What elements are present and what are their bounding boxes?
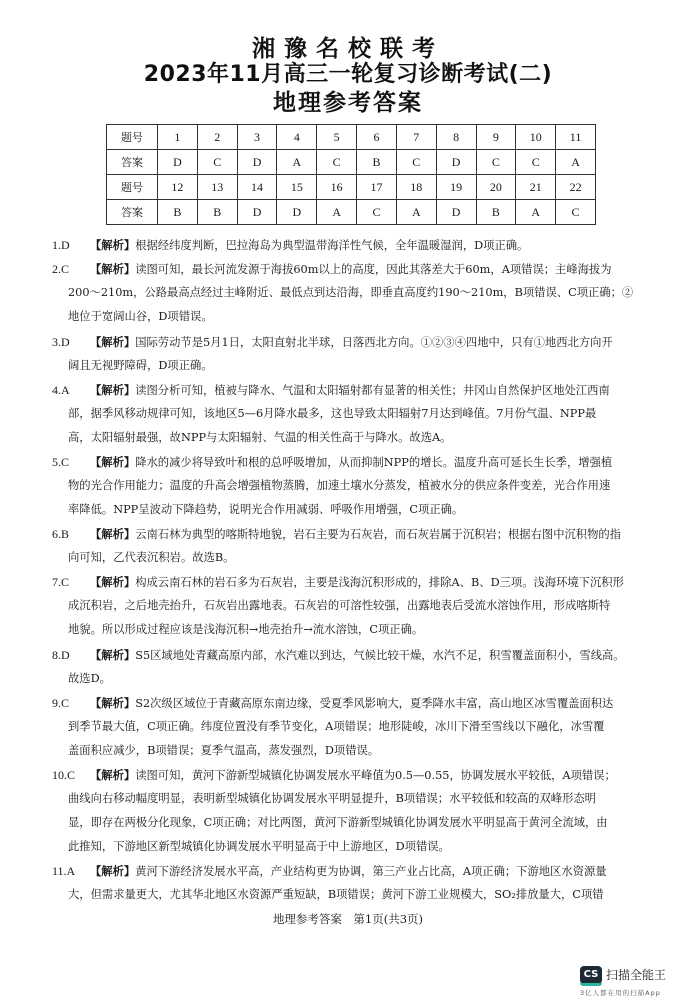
analysis-item <box>0 763 696 859</box>
analysis-line <box>0 330 696 354</box>
analysis-line <box>0 354 696 378</box>
question-number-cell: 18 <box>396 175 436 200</box>
analysis-text: 率降低。NPP呈波动下降趋势，说明光合作用减弱、呼吸作用增强，C项正确。 <box>68 503 464 516</box>
analysis-text: 曲线向右移动幅度明显，表明新型城镇化协调发展水平明显提升，B项错误；水平较低和较高的双峰形态明 <box>68 792 596 805</box>
answer-row <box>107 150 596 175</box>
question-number-cell: 3 <box>237 125 277 150</box>
analysis-line <box>0 257 696 281</box>
analysis-line <box>0 787 696 811</box>
question-answer-label: 4.A <box>52 383 70 397</box>
analysis-line <box>0 450 696 474</box>
page-footer: 地理参考答案 第1页(共3页) <box>272 912 424 926</box>
answer-cell: C <box>357 200 397 225</box>
question-number-cell: 4 <box>277 125 317 150</box>
question-answer-label: 8.D <box>52 648 70 662</box>
analysis-item <box>0 522 696 570</box>
analysis-line <box>0 522 696 546</box>
analysis-text: 地貌。所以形成过程应该是浅海沉积→地壳抬升→流水溶蚀，C项正确。 <box>68 623 424 636</box>
analysis-text: 阔且无视野障碍，D项正确。 <box>68 359 213 372</box>
answer-cell: C <box>317 150 357 175</box>
answer-cell: D <box>436 200 476 225</box>
analysis-item <box>0 691 696 763</box>
analysis-text: 构成云南石林的岩石多为石灰岩，主要是浅海沉积形成的，排除A、B、D三项。浅海环境下沉积形 <box>135 576 624 589</box>
analysis-text: 降水的减少将导致叶和根的总呼吸增加，从而抑制NPP的增长。温度升高可延长生长季，增强植 <box>135 456 613 469</box>
analysis-item <box>0 330 696 378</box>
watermark-app-name: 扫描全能王 <box>606 968 667 982</box>
analysis-line <box>0 859 696 883</box>
analysis-line <box>0 883 696 907</box>
analysis-line <box>0 835 696 859</box>
answer-cell: D <box>237 150 277 175</box>
analysis-text: S5区域地处青藏高原内部，水汽难以到达，气候比较干燥，水汽不足，积雪覆盖面积小，雪线高。 <box>135 649 625 662</box>
analysis-text: 国际劳动节是5月1日，太阳直射北半球，日落西北方向。①②③④四地中，只有①地西北方向开 <box>135 336 613 349</box>
answer-cell: C <box>556 200 596 225</box>
analysis-text: 根据经纬度判断，巴拉海岛为典型温带海洋性气候，全年温暖湿润，D项正确。 <box>135 239 529 252</box>
analysis-line <box>0 643 696 667</box>
question-answer-label: 11.A <box>52 864 76 878</box>
analysis-line <box>0 546 696 570</box>
question-number-cell: 12 <box>158 175 198 200</box>
question-number-cell: 19 <box>436 175 476 200</box>
analysis-line <box>0 739 696 763</box>
answer-cell: D <box>237 200 277 225</box>
question-number-cell: 17 <box>357 175 397 200</box>
analysis-text: 读图可知，黄河下游新型城镇化协调发展水平峰值为0.5—0.55，协调发展水平较低，A项错误； <box>135 769 616 782</box>
analysis-line <box>0 474 696 498</box>
analysis-tag: 【解析】 <box>90 576 136 589</box>
answer-cell: C <box>197 150 237 175</box>
question-number-cell: 8 <box>436 125 476 150</box>
analysis-line <box>0 305 696 329</box>
analysis-line <box>0 426 696 450</box>
answer-table <box>106 124 596 225</box>
question-number-cell: 6 <box>357 125 397 150</box>
question-number-row <box>107 125 596 150</box>
analysis-line <box>0 594 696 618</box>
question-number-cell: 1 <box>158 125 198 150</box>
analysis-text: 显，即存在两极分化现象，C项正确；对比两图，黄河下游新型城镇化协调发展水平明显高于黄河全流域，由 <box>68 816 608 829</box>
analysis-tag: 【解析】 <box>90 649 136 662</box>
row-label: 答案 <box>107 200 158 225</box>
question-answer-label: 7.C <box>52 575 70 589</box>
analysis-line <box>0 691 696 715</box>
analysis-item <box>0 233 696 257</box>
answer-cell: A <box>556 150 596 175</box>
answer-cell: A <box>396 200 436 225</box>
question-number-cell: 15 <box>277 175 317 200</box>
answer-cell: B <box>357 150 397 175</box>
analysis-item <box>0 257 696 329</box>
question-answer-label: 6.B <box>52 527 70 541</box>
analysis-tag: 【解析】 <box>90 865 136 878</box>
question-number-cell: 16 <box>317 175 357 200</box>
analysis-item <box>0 643 696 691</box>
document-title: 地理参考答案 <box>273 90 423 116</box>
analysis-text: 200～210m，公路最高点经过主峰附近、最低点到达沿海，即垂直高度约190～210m，B项错误、C项正确；② <box>68 286 634 299</box>
answer-cell: A <box>277 150 317 175</box>
analysis-text: 地位于宽阔山谷，D项错误。 <box>68 310 213 323</box>
question-answer-label: 10.C <box>52 768 76 782</box>
analysis-tag: 【解析】 <box>90 456 136 469</box>
analysis-line <box>0 618 696 642</box>
analysis-text: S2次级区域位于青藏高原东南边缘，受夏季风影响大，夏季降水丰富，高山地区冰雪覆盖面积达 <box>135 697 614 710</box>
analysis-line <box>0 402 696 426</box>
question-number-cell: 5 <box>317 125 357 150</box>
analysis-text: 物的光合作用能力；温度的升高会增强植物蒸腾，加速土壤水分蒸发，植被水分的供应条件变差，光合作用速 <box>68 479 611 492</box>
analysis-text: 向可知，乙代表沉积岩。故选B。 <box>68 551 235 564</box>
analysis-text: 盖面积应减少，B项错误；夏季气温高，蒸发强烈，D项错误。 <box>68 744 380 757</box>
analysis-text: 成沉积岩，之后地壳抬升，石灰岩出露地表。石灰岩的可溶性较强，出露地表后受流水溶蚀作用，形成喀斯特 <box>68 599 611 612</box>
analysis-tag: 【解析】 <box>90 336 136 349</box>
analysis-item <box>0 450 696 522</box>
question-number-cell: 10 <box>516 125 556 150</box>
analysis-text: 故选D。 <box>68 672 111 685</box>
analysis-line <box>0 233 696 257</box>
question-number-cell: 2 <box>197 125 237 150</box>
row-label: 题号 <box>107 125 158 150</box>
question-answer-label: 9.C <box>52 696 70 710</box>
question-number-cell: 21 <box>516 175 556 200</box>
question-number-row <box>107 175 596 200</box>
exam-org-title: 湘豫名校联考 <box>252 36 444 62</box>
analysis-item <box>0 378 696 450</box>
answer-cell: D <box>436 150 476 175</box>
question-number-cell: 22 <box>556 175 596 200</box>
answer-cell: D <box>158 150 198 175</box>
analysis-line <box>0 667 696 691</box>
answer-cell: C <box>516 150 556 175</box>
answer-cell: B <box>158 200 198 225</box>
answer-cell: A <box>317 200 357 225</box>
exam-name-title: 2023年11月高三一轮复习诊断考试(二) <box>143 62 553 87</box>
camscanner-logo-icon: CS <box>580 966 602 984</box>
analysis-text: 此推知，下游地区新型城镇化协调发展水平明显高于中上游地区，D项错误。 <box>68 840 450 853</box>
analysis-line <box>0 570 696 594</box>
question-number-cell: 13 <box>197 175 237 200</box>
analysis-tag: 【解析】 <box>90 384 136 397</box>
analysis-item <box>0 570 696 642</box>
answer-cell: B <box>197 200 237 225</box>
analysis-text: 部，据季风移动规律可知，该地区5—6月降水最多，这也导致太阳辐射7月达到峰值。7月份气温、NPP最 <box>68 407 597 420</box>
question-number-cell: 11 <box>556 125 596 150</box>
analysis-text: 大，但需求量更大，尤其华北地区水资源严重短缺，B项错误；黄河下游工业规模大，SO₂排放量大，C项错 <box>68 888 604 901</box>
answer-cell: A <box>516 200 556 225</box>
answer-row <box>107 200 596 225</box>
analysis-line <box>0 378 696 402</box>
question-answer-label: 3.D <box>52 335 70 349</box>
answer-cell: D <box>277 200 317 225</box>
answer-cell: C <box>396 150 436 175</box>
analysis-text: 高，太阳辐射最强，故NPP与太阳辐射、气温的相关性高于与降水。故选A。 <box>68 431 452 444</box>
row-label: 题号 <box>107 175 158 200</box>
analysis-tag: 【解析】 <box>90 769 136 782</box>
analysis-text: 读图分析可知，植被与降水、气温和太阳辐射都有显著的相关性；井冈山自然保护区地处江西南 <box>135 384 610 397</box>
question-number-cell: 9 <box>476 125 516 150</box>
analysis-line <box>0 715 696 739</box>
scanner-watermark <box>580 966 690 1002</box>
analysis-tag: 【解析】 <box>90 263 136 276</box>
question-number-cell: 7 <box>396 125 436 150</box>
answer-cell: B <box>476 200 516 225</box>
question-number-cell: 14 <box>237 175 277 200</box>
question-number-cell: 20 <box>476 175 516 200</box>
analysis-text: 黄河下游经济发展水平高，产业结构更为协调，第三产业占比高，A项正确；下游地区水资源量 <box>135 865 607 878</box>
question-answer-label: 5.C <box>52 455 70 469</box>
answer-cell: C <box>476 150 516 175</box>
analysis-line <box>0 281 696 305</box>
row-label: 答案 <box>107 150 158 175</box>
analysis-tag: 【解析】 <box>90 239 136 252</box>
analysis-tag: 【解析】 <box>90 528 136 541</box>
analysis-line <box>0 498 696 522</box>
analysis-line <box>0 811 696 835</box>
analysis-item <box>0 859 696 907</box>
analysis-text: 云南石林为典型的喀斯特地貌，岩石主要为石灰岩，而石灰岩属于沉积岩；根据右图中沉积物的指 <box>135 528 621 541</box>
watermark-subtitle: 3亿人都在用的扫描App <box>580 989 661 997</box>
question-answer-label: 1.D <box>52 238 70 252</box>
question-answer-label: 2.C <box>52 262 70 276</box>
analysis-tag: 【解析】 <box>90 697 136 710</box>
analysis-text: 读图可知，最长河流发源于海拔60m以上的高度，因此其落差大于60m，A项错误；主峰海拔为 <box>135 263 612 276</box>
analysis-text: 到季节最大值，C项正确。纬度位置没有季节变化，A项错误；地形陡峻，冰川下滑至雪线以下融化，冰雪覆 <box>68 720 605 733</box>
analysis-line <box>0 763 696 787</box>
